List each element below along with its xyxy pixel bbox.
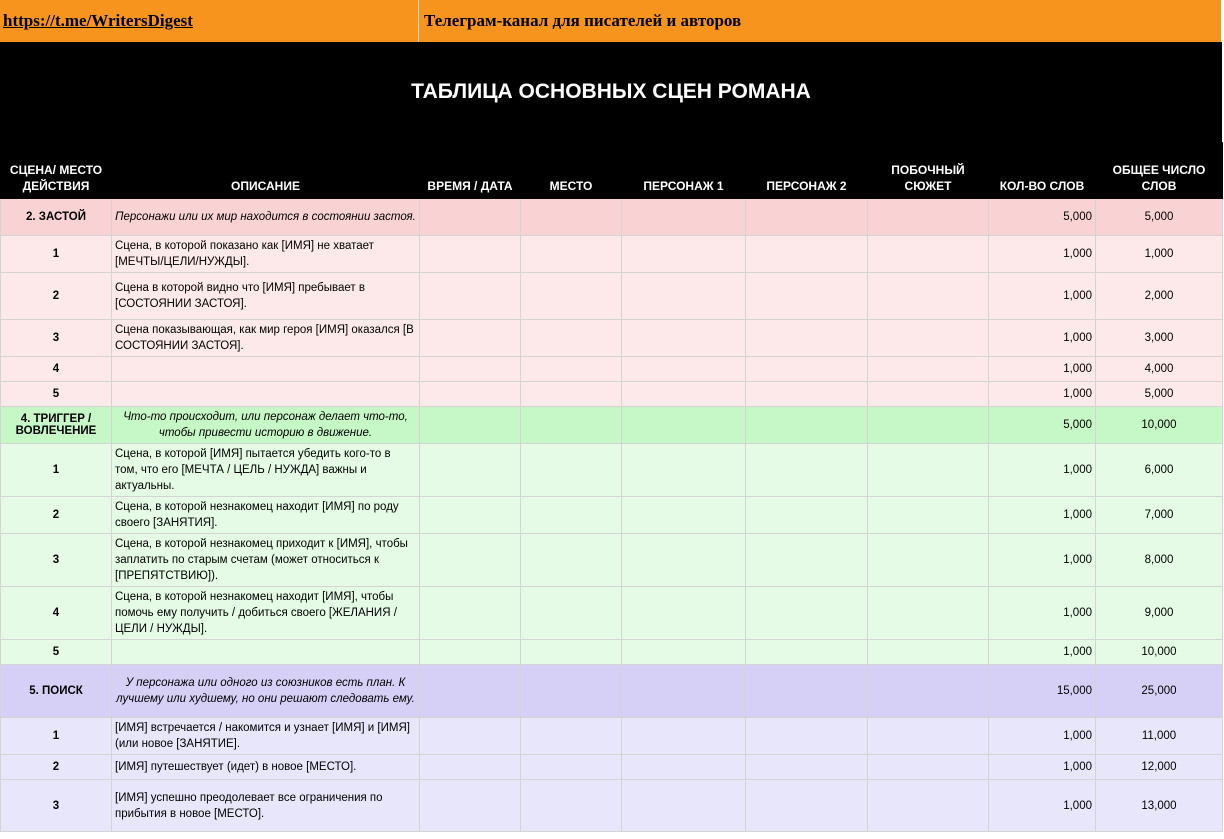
description-cell[interactable]: Сцена в которой видно что [ИМЯ] пребывает в [СОСТОЯНИИ ЗАСТОЯ]. bbox=[112, 273, 420, 320]
character-1-cell[interactable] bbox=[622, 273, 746, 320]
col-place[interactable]: МЕСТО bbox=[521, 143, 622, 199]
place-cell[interactable] bbox=[521, 665, 622, 718]
place-cell[interactable] bbox=[521, 199, 622, 236]
description-cell[interactable]: [ИМЯ] встречается / накомится и узнает [ИМЯ] и [ИМЯ] (или новое [ЗАНЯТИЕ]. bbox=[112, 718, 420, 755]
header-row bbox=[1, 143, 1223, 199]
col-time[interactable]: ВРЕМЯ / ДАТА bbox=[420, 143, 521, 199]
character-2-cell[interactable] bbox=[746, 534, 868, 587]
table-row bbox=[1, 357, 1223, 382]
scene-cell[interactable]: 3 bbox=[1, 320, 112, 357]
table-row bbox=[1, 755, 1223, 780]
character-1-cell[interactable] bbox=[622, 755, 746, 780]
description-cell[interactable]: Сцена, в которой незнакомец находит [ИМЯ] по роду своего [ЗАНЯТИЯ]. bbox=[112, 497, 420, 534]
table-row bbox=[1, 273, 1223, 320]
table-row bbox=[1, 718, 1223, 755]
word-count-cell[interactable]: 1,000 bbox=[989, 273, 1096, 320]
table-row bbox=[1, 320, 1223, 357]
scene-cell[interactable]: 3 bbox=[1, 534, 112, 587]
scene-cell[interactable]: 3 bbox=[1, 780, 112, 832]
table-row bbox=[1, 640, 1223, 665]
col-scene[interactable]: СЦЕНА/ МЕСТО ДЕЙСТВИЯ bbox=[1, 143, 112, 199]
character-2-cell[interactable] bbox=[746, 665, 868, 718]
character-1-cell[interactable] bbox=[622, 665, 746, 718]
character-1-cell[interactable] bbox=[622, 534, 746, 587]
scene-cell[interactable]: 1 bbox=[1, 444, 112, 497]
word-count-cell[interactable]: 1,000 bbox=[989, 236, 1096, 273]
character-2-cell[interactable] bbox=[746, 236, 868, 273]
time-cell[interactable] bbox=[420, 407, 521, 444]
place-cell[interactable] bbox=[521, 273, 622, 320]
time-cell[interactable] bbox=[420, 587, 521, 640]
subplot-cell[interactable] bbox=[868, 534, 989, 587]
place-cell[interactable] bbox=[521, 587, 622, 640]
table-row bbox=[1, 497, 1223, 534]
scene-cell[interactable]: 4 bbox=[1, 587, 112, 640]
character-2-cell[interactable] bbox=[746, 587, 868, 640]
channel-caption: Телеграм-канал для писателей и авторов bbox=[419, 0, 1221, 42]
total-words-cell[interactable]: 8,000 bbox=[1096, 534, 1223, 587]
character-2-cell[interactable] bbox=[746, 357, 868, 382]
word-count-cell[interactable]: 1,000 bbox=[989, 780, 1096, 832]
character-1-cell[interactable] bbox=[622, 320, 746, 357]
table-row bbox=[1, 444, 1223, 497]
total-words-cell[interactable]: 10,000 bbox=[1096, 640, 1223, 665]
word-count-cell[interactable]: 1,000 bbox=[989, 587, 1096, 640]
time-cell[interactable] bbox=[420, 534, 521, 587]
place-cell[interactable] bbox=[521, 236, 622, 273]
scene-table bbox=[0, 142, 1223, 832]
character-2-cell[interactable] bbox=[746, 273, 868, 320]
place-cell[interactable] bbox=[521, 357, 622, 382]
table-row bbox=[1, 780, 1223, 832]
character-2-cell[interactable] bbox=[746, 444, 868, 497]
description-cell[interactable] bbox=[112, 640, 420, 665]
description-cell[interactable]: Сцена, в которой незнакомец находит [ИМЯ], чтобы помочь ему получить / добиться своего [ЖЕЛАНИЯ / ЦЕЛИ / НУЖДЫ]. bbox=[112, 587, 420, 640]
section-row bbox=[1, 665, 1223, 718]
subplot-cell[interactable] bbox=[868, 357, 989, 382]
description-cell[interactable]: У персонажа или одного из союзников есть план. К лучшему или худшему, но они решают следовать ему. bbox=[112, 665, 420, 718]
total-words-cell[interactable]: 5,000 bbox=[1096, 199, 1223, 236]
character-2-cell[interactable] bbox=[746, 407, 868, 444]
description-cell[interactable]: Сцена, в которой [ИМЯ] пытается убедить кого-то в том, что его [МЕЧТА / ЦЕЛЬ / НУЖДА] важны и актуальны. bbox=[112, 444, 420, 497]
scene-cell[interactable]: 2 bbox=[1, 273, 112, 320]
table-row bbox=[1, 534, 1223, 587]
character-1-cell[interactable] bbox=[622, 497, 746, 534]
description-cell[interactable]: Сцена показывающая, как мир героя [ИМЯ] оказался [В СОСТОЯНИИ ЗАСТОЯ]. bbox=[112, 320, 420, 357]
word-count-cell[interactable]: 1,000 bbox=[989, 534, 1096, 587]
place-cell[interactable] bbox=[521, 382, 622, 407]
character-2-cell[interactable] bbox=[746, 497, 868, 534]
subplot-cell[interactable] bbox=[868, 199, 989, 236]
character-2-cell[interactable] bbox=[746, 320, 868, 357]
description-cell[interactable] bbox=[112, 382, 420, 407]
table-row bbox=[1, 236, 1223, 273]
section-row bbox=[1, 407, 1223, 444]
subplot-cell[interactable] bbox=[868, 382, 989, 407]
character-2-cell[interactable] bbox=[746, 780, 868, 832]
character-1-cell[interactable] bbox=[622, 718, 746, 755]
time-cell[interactable] bbox=[420, 718, 521, 755]
word-count-cell[interactable]: 5,000 bbox=[989, 199, 1096, 236]
character-1-cell[interactable] bbox=[622, 780, 746, 832]
total-words-cell[interactable]: 25,000 bbox=[1096, 665, 1223, 718]
word-count-cell[interactable]: 1,000 bbox=[989, 320, 1096, 357]
word-count-cell[interactable]: 1,000 bbox=[989, 444, 1096, 497]
scene-cell[interactable]: 4. ТРИГГЕР / ВОВЛЕЧЕНИЕ bbox=[1, 407, 112, 444]
place-cell[interactable] bbox=[521, 780, 622, 832]
character-1-cell[interactable] bbox=[622, 357, 746, 382]
subplot-cell[interactable] bbox=[868, 407, 989, 444]
total-words-cell[interactable]: 10,000 bbox=[1096, 407, 1223, 444]
sheet-title: ТАБЛИЦА ОСНОВНЫХ СЦЕН РОМАНА bbox=[0, 42, 1222, 142]
character-2-cell[interactable] bbox=[746, 755, 868, 780]
character-1-cell[interactable] bbox=[622, 199, 746, 236]
scene-cell[interactable]: 5 bbox=[1, 382, 112, 407]
description-cell[interactable]: [ИМЯ] путешествует (идет) в новое [МЕСТО]. bbox=[112, 755, 420, 780]
character-2-cell[interactable] bbox=[746, 718, 868, 755]
subplot-cell[interactable] bbox=[868, 320, 989, 357]
subplot-cell[interactable] bbox=[868, 236, 989, 273]
place-cell[interactable] bbox=[521, 534, 622, 587]
table-row bbox=[1, 587, 1223, 640]
total-words-cell[interactable]: 1,000 bbox=[1096, 236, 1223, 273]
time-cell[interactable] bbox=[420, 497, 521, 534]
word-count-cell[interactable]: 1,000 bbox=[989, 640, 1096, 665]
place-cell[interactable] bbox=[521, 320, 622, 357]
character-1-cell[interactable] bbox=[622, 444, 746, 497]
character-1-cell[interactable] bbox=[622, 382, 746, 407]
subplot-cell[interactable] bbox=[868, 640, 989, 665]
scene-cell[interactable]: 2. ЗАСТОЙ bbox=[1, 199, 112, 236]
place-cell[interactable] bbox=[521, 718, 622, 755]
character-1-cell[interactable] bbox=[622, 640, 746, 665]
time-cell[interactable] bbox=[420, 357, 521, 382]
time-cell[interactable] bbox=[420, 199, 521, 236]
scene-cell[interactable]: 1 bbox=[1, 236, 112, 273]
description-cell[interactable] bbox=[112, 357, 420, 382]
word-count-cell[interactable]: 5,000 bbox=[989, 407, 1096, 444]
col-character-1[interactable]: ПЕРСОНАЖ 1 bbox=[622, 143, 746, 199]
subplot-cell[interactable] bbox=[868, 665, 989, 718]
top-bar bbox=[0, 0, 1224, 42]
description-cell[interactable]: Сцена, в которой незнакомец приходит к [ИМЯ], чтобы заплатить по старым счетам (может относиться к [ПРЕПЯТСТВИЮ]). bbox=[112, 534, 420, 587]
description-cell[interactable]: [ИМЯ] успешно преодолевает все ограничения по прибытия в новое [МЕСТО]. bbox=[112, 780, 420, 832]
subplot-cell[interactable] bbox=[868, 497, 989, 534]
col-word-count[interactable]: КОЛ-ВО СЛОВ bbox=[989, 143, 1096, 199]
character-2-cell[interactable] bbox=[746, 640, 868, 665]
table-row bbox=[1, 382, 1223, 407]
total-words-cell[interactable]: 2,000 bbox=[1096, 273, 1223, 320]
col-description[interactable]: ОПИСАНИЕ bbox=[112, 143, 420, 199]
subplot-cell[interactable] bbox=[868, 718, 989, 755]
time-cell[interactable] bbox=[420, 780, 521, 832]
word-count-cell[interactable]: 1,000 bbox=[989, 357, 1096, 382]
scene-cell[interactable]: 4 bbox=[1, 357, 112, 382]
character-1-cell[interactable] bbox=[622, 236, 746, 273]
subplot-cell[interactable] bbox=[868, 444, 989, 497]
total-words-cell[interactable]: 11,000 bbox=[1096, 718, 1223, 755]
total-words-cell[interactable]: 9,000 bbox=[1096, 587, 1223, 640]
scene-cell[interactable]: 5. ПОИСК bbox=[1, 665, 112, 718]
time-cell[interactable] bbox=[420, 755, 521, 780]
subplot-cell[interactable] bbox=[868, 755, 989, 780]
time-cell[interactable] bbox=[420, 236, 521, 273]
subplot-cell[interactable] bbox=[868, 587, 989, 640]
place-cell[interactable] bbox=[521, 407, 622, 444]
col-character-2[interactable]: ПЕРСОНАЖ 2 bbox=[746, 143, 868, 199]
total-words-cell[interactable]: 6,000 bbox=[1096, 444, 1223, 497]
word-count-cell[interactable]: 1,000 bbox=[989, 497, 1096, 534]
time-cell[interactable] bbox=[420, 640, 521, 665]
section-row bbox=[1, 199, 1223, 236]
scene-cell[interactable]: 1 bbox=[1, 718, 112, 755]
time-cell[interactable] bbox=[420, 444, 521, 497]
subplot-cell[interactable] bbox=[868, 273, 989, 320]
word-count-cell[interactable]: 1,000 bbox=[989, 382, 1096, 407]
description-cell[interactable]: Персонажи или их мир находится в состоянии застоя. bbox=[112, 199, 420, 236]
word-count-cell[interactable]: 1,000 bbox=[989, 718, 1096, 755]
total-words-cell[interactable]: 3,000 bbox=[1096, 320, 1223, 357]
col-total-words[interactable]: ОБЩЕЕ ЧИСЛО СЛОВ bbox=[1096, 143, 1223, 199]
total-words-cell[interactable]: 12,000 bbox=[1096, 755, 1223, 780]
total-words-cell[interactable]: 13,000 bbox=[1096, 780, 1223, 832]
place-cell[interactable] bbox=[521, 444, 622, 497]
scene-cell[interactable]: 2 bbox=[1, 755, 112, 780]
col-subplot[interactable]: ПОБОЧНЫЙ СЮЖЕТ bbox=[868, 143, 989, 199]
description-cell[interactable]: Сцена, в которой показано как [ИМЯ] не хватает [МЕЧТЫ/ЦЕЛИ/НУЖДЫ]. bbox=[112, 236, 420, 273]
word-count-cell[interactable]: 1,000 bbox=[989, 755, 1096, 780]
place-cell[interactable] bbox=[521, 755, 622, 780]
time-cell[interactable] bbox=[420, 273, 521, 320]
total-words-cell[interactable]: 7,000 bbox=[1096, 497, 1223, 534]
character-2-cell[interactable] bbox=[746, 382, 868, 407]
place-cell[interactable] bbox=[521, 497, 622, 534]
scene-cell[interactable]: 2 bbox=[1, 497, 112, 534]
total-words-cell[interactable]: 4,000 bbox=[1096, 357, 1223, 382]
subplot-cell[interactable] bbox=[868, 780, 989, 832]
description-cell[interactable]: Что-то происходит, или персонаж делает что-то, чтобы привести историю в движение. bbox=[112, 407, 420, 444]
total-words-cell[interactable]: 5,000 bbox=[1096, 382, 1223, 407]
character-1-cell[interactable] bbox=[622, 587, 746, 640]
telegram-link[interactable]: https://t.me/WritersDigest bbox=[0, 0, 419, 42]
time-cell[interactable] bbox=[420, 665, 521, 718]
scene-cell[interactable]: 5 bbox=[1, 640, 112, 665]
word-count-cell[interactable]: 15,000 bbox=[989, 665, 1096, 718]
character-2-cell[interactable] bbox=[746, 199, 868, 236]
character-1-cell[interactable] bbox=[622, 407, 746, 444]
time-cell[interactable] bbox=[420, 320, 521, 357]
time-cell[interactable] bbox=[420, 382, 521, 407]
place-cell[interactable] bbox=[521, 640, 622, 665]
